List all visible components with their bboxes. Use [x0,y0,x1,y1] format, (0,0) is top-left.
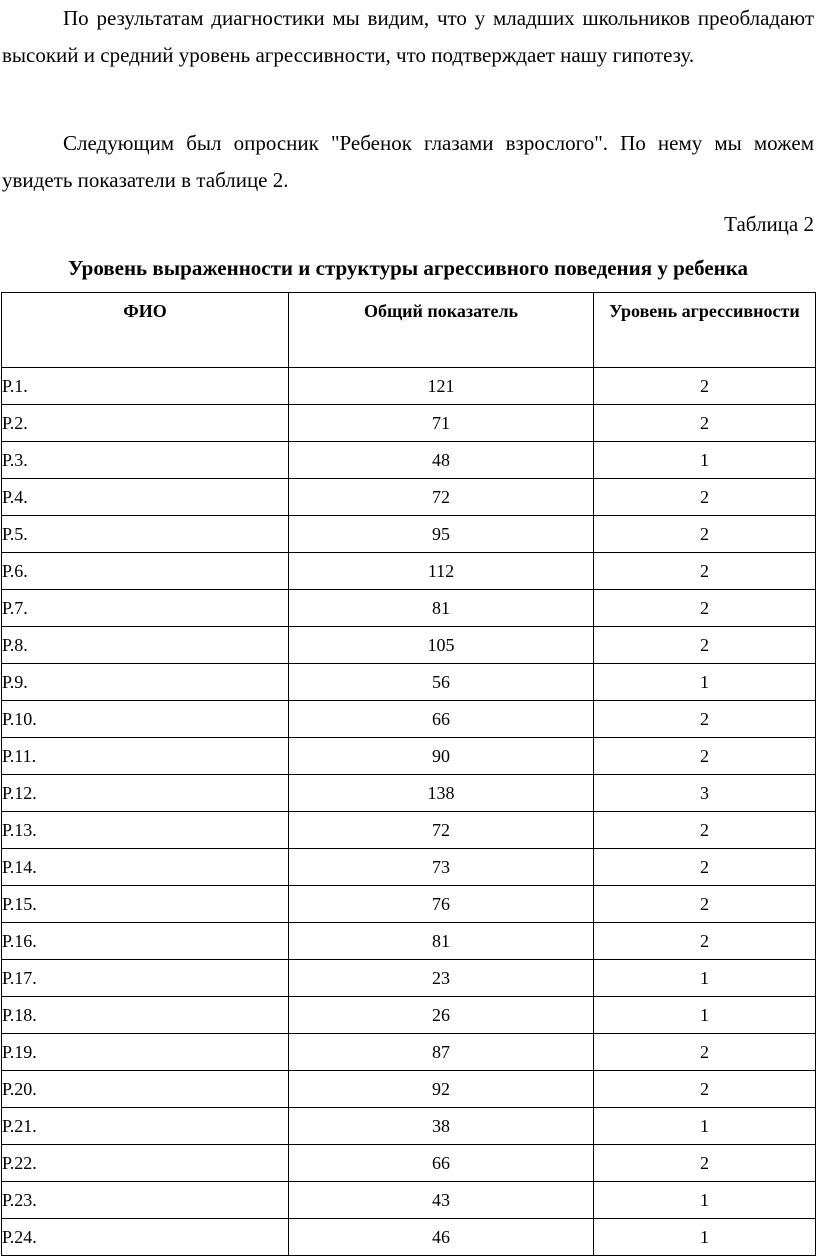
cell-total-score: 92 [289,1071,594,1108]
cell-name: Р.2. [2,405,289,442]
cell-total-score: 72 [289,479,594,516]
cell-name: Р.13. [2,812,289,849]
cell-name: Р.22. [2,1145,289,1182]
cell-name: Р.15. [2,886,289,923]
cell-total-score: 23 [289,960,594,997]
cell-aggression-level: 2 [594,368,816,405]
cell-total-score: 66 [289,1145,594,1182]
table-title: Уровень выраженности и структуры агрессивного поведения у ребенка [67,256,749,280]
cell-aggression-level: 2 [594,1034,816,1071]
cell-name: Р.5. [2,516,289,553]
cell-aggression-level: 1 [594,1182,816,1219]
table-row [2,368,816,405]
cell-name: Р.11. [2,738,289,775]
cell-aggression-level: 1 [594,1219,816,1256]
header-name-label: ФИО [123,301,167,321]
table-row [2,627,816,664]
cell-aggression-level: 1 [594,664,816,701]
cell-aggression-level: 2 [594,405,816,442]
table-row [2,812,816,849]
table-row [2,997,816,1034]
cell-name: Р.7. [2,590,289,627]
cell-total-score: 95 [289,516,594,553]
cell-aggression-level: 2 [594,1071,816,1108]
cell-name: Р.23. [2,1182,289,1219]
header-name [2,293,289,368]
header-total-score [289,293,594,368]
paragraph-diagnostics-results: По результатам диагностики мы видим, что у младших школьников преобладают высокий и средний уровень агрессивности, что подтверждает нашу гипотезу. [2,6,814,67]
table-row [2,1108,816,1145]
cell-aggression-level: 1 [594,997,816,1034]
table-row [2,701,816,738]
cell-total-score: 87 [289,1034,594,1071]
cell-name: Р.8. [2,627,289,664]
header-aggression-level [594,293,816,368]
cell-name: Р.18. [2,997,289,1034]
cell-total-score: 38 [289,1108,594,1145]
header-total-score-label: Общий показатель [363,301,519,321]
cell-total-score: 81 [289,923,594,960]
cell-name: Р.20. [2,1071,289,1108]
table-header-row [2,293,816,368]
cell-name: Р.16. [2,923,289,960]
cell-name: Р.10. [2,701,289,738]
cell-name: Р.19. [2,1034,289,1071]
cell-total-score: 76 [289,886,594,923]
table-row [2,849,816,886]
cell-name: Р.12. [2,775,289,812]
table-row [2,664,816,701]
table-row [2,738,816,775]
cell-aggression-level: 2 [594,849,816,886]
cell-name: Р.9. [2,664,289,701]
cell-aggression-level: 1 [594,442,816,479]
table-row [2,590,816,627]
paragraph-questionnaire-intro: Следующим был опросник "Ребенок глазами взрослого". По нему мы можем увидеть показатели в таблице 2. [2,131,814,192]
cell-total-score: 121 [289,368,594,405]
table-number-label: Таблица 2 [724,212,814,236]
cell-name: Р.21. [2,1108,289,1145]
table-row [2,1182,816,1219]
cell-name: Р.14. [2,849,289,886]
cell-aggression-level: 2 [594,590,816,627]
table-body [2,368,816,1256]
cell-aggression-level: 2 [594,812,816,849]
table-row [2,1071,816,1108]
header-aggression-level-label: Уровень агрессивности [609,301,800,321]
cell-aggression-level: 2 [594,701,816,738]
cell-aggression-level: 2 [594,738,816,775]
cell-aggression-level: 2 [594,886,816,923]
table-row [2,1219,816,1256]
cell-name: Р.24. [2,1219,289,1256]
table-row [2,442,816,479]
table-row [2,775,816,812]
cell-aggression-level: 2 [594,923,816,960]
cell-total-score: 81 [289,590,594,627]
cell-aggression-level: 1 [594,960,816,997]
cell-total-score: 66 [289,701,594,738]
cell-aggression-level: 2 [594,1145,816,1182]
cell-total-score: 43 [289,1182,594,1219]
cell-total-score: 46 [289,1219,594,1256]
cell-total-score: 72 [289,812,594,849]
cell-total-score: 105 [289,627,594,664]
cell-aggression-level: 1 [594,1108,816,1145]
table-row [2,405,816,442]
cell-total-score: 26 [289,997,594,1034]
cell-name: Р.4. [2,479,289,516]
table-row [2,886,816,923]
table-row [2,516,816,553]
cell-total-score: 90 [289,738,594,775]
table-row [2,923,816,960]
cell-aggression-level: 3 [594,775,816,812]
cell-aggression-level: 2 [594,479,816,516]
table-row [2,553,816,590]
cell-total-score: 73 [289,849,594,886]
cell-name: Р.6. [2,553,289,590]
cell-total-score: 138 [289,775,594,812]
table-row [2,1145,816,1182]
cell-aggression-level: 2 [594,627,816,664]
cell-name: Р.3. [2,442,289,479]
cell-total-score: 56 [289,664,594,701]
table-row [2,960,816,997]
cell-aggression-level: 2 [594,516,816,553]
cell-name: Р.1. [2,368,289,405]
cell-total-score: 71 [289,405,594,442]
table-row [2,1034,816,1071]
cell-total-score: 112 [289,553,594,590]
aggression-level-table [1,292,816,1256]
table-row [2,479,816,516]
cell-total-score: 48 [289,442,594,479]
cell-aggression-level: 2 [594,553,816,590]
cell-name: Р.17. [2,960,289,997]
